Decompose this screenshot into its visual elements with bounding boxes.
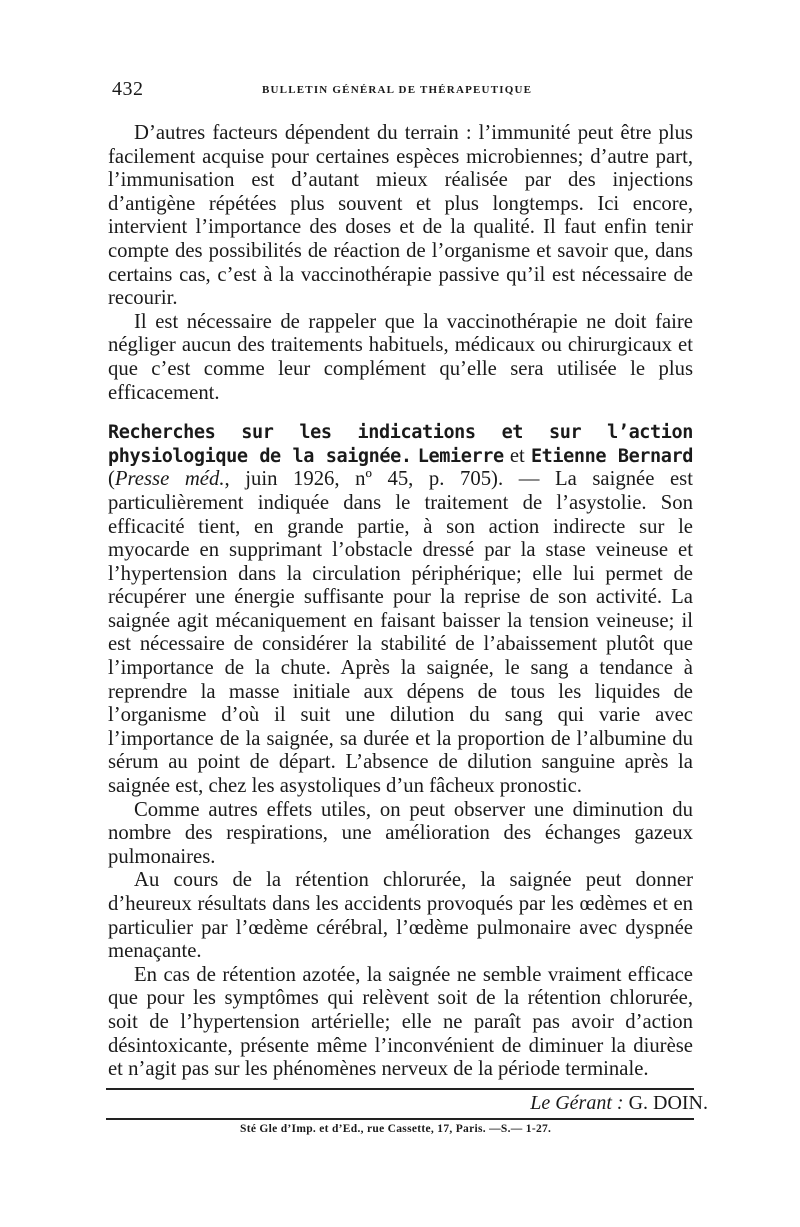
footer-rule-top [106, 1088, 694, 1090]
journal-name: Presse méd. [114, 468, 225, 491]
section-spacer [108, 405, 693, 421]
footer-rule-bottom [106, 1118, 694, 1120]
article-body [108, 122, 693, 1082]
signature-role: Le Gérant : [530, 1092, 624, 1114]
section-lead-paragraph [108, 421, 693, 799]
author-lemierre: Lemierre [417, 445, 504, 467]
section-heading: Recherches sur les indications et sur l’action physiologique de la saignée. [108, 422, 693, 467]
author-conjunction: et [503, 444, 531, 467]
citation: , juin 1926, nº 45, p. 705). — [224, 468, 555, 491]
printer-imprint: Sté Gle d’Imp. et d’Ed., rue Cassette, 17, Paris. —S.— 1-27. [240, 1123, 552, 1135]
page-number: 432 [112, 78, 144, 100]
paragraph-vaccinotherapy: Il est nécessaire de rappeler que la vaccinothérapie ne doit faire négliger aucun des traitements habituels, médicaux ou chirurgicaux et que c’est comme leur complément qu’elle sera utilisée le plus efficacement. [108, 310, 693, 404]
paragraph-respiration: Comme autres effets utiles, on peut observer une diminution du nombre des respirations, une amélioration des échanges gazeux pulmonaires. [108, 798, 693, 868]
paragraph-nitrogen-retention: En cas de rétention azotée, la saignée ne semble vraiment efficace que pour les symptômes qui relèvent soit de la rétention chlorurée, soit de l’hypertension artérielle; elle ne paraît pas avoir d’action désintoxicante, présente même l’inconvénient de diminuer la diurèse et n’agit pas sur les phénomènes nerveux de la période terminale. [108, 963, 693, 1081]
section-lead-text: La saignée est particulièrement indiquée dans le traitement de l’asystolie. Son efficacité tient, en grande partie, à son action indirecte sur le myocarde en supprimant l’obstacle dressé par la stase veineuse et l’hypertension dans la circulation périphérique; elle lui permet de récupérer une énergie suffisante pour la reprise de son activité. La saignée agit mécaniquement en faisant baisser la tension veineuse; il est nécessaire de considérer la stabilité de l’abaissement plutôt que l’importance de la chute. Après la saignée, le sang a tendance à reprendre la masse initiale aux dépens de tous les liquides de l’organisme d’où il suit une dilution du sang qui varie avec l’importance de la saignée, sa durée et la proportion de l’albumine du sérum au point de départ. L’absence de dilution sanguine après la saignée est, chez les asystoliques d’un fâcheux pronostic. [108, 468, 693, 798]
signature-name: G. DOIN. [623, 1092, 708, 1114]
paragraph-chloride-retention: Au cours de la rétention chlorurée, la saignée peut donner d’heureux résultats dans les accidents provoqués par les œdèmes et en particulier par l’œdème cérébral, l’œdème pulmonaire avec dyspnée menaçante. [108, 869, 693, 963]
journal-open: ( [108, 468, 115, 491]
page-header [112, 78, 687, 102]
running-title: BULLETIN GÉNÉRAL DE THÉRAPEUTIQUE [262, 84, 533, 96]
paragraph-immunity: D’autres facteurs dépendent du terrain : l’immunité peut être plus facilement acquise pour certaines espèces microbiennes; d’autre part, l’immunisation est d’autant mieux réalisée par des injections d’antigène répétées plus souvent et plus longtemps. Ici encore, intervient l’importance des doses et de la qualité. Il faut enfin tenir compte des possibilités de réaction de l’organisme et savoir que, dans certains cas, c’est à la vaccinothérapie passive qu’il est nécessaire de recourir. [108, 122, 693, 310]
signature [530, 1092, 708, 1115]
author-bernard: Etienne Bernard [530, 445, 693, 467]
